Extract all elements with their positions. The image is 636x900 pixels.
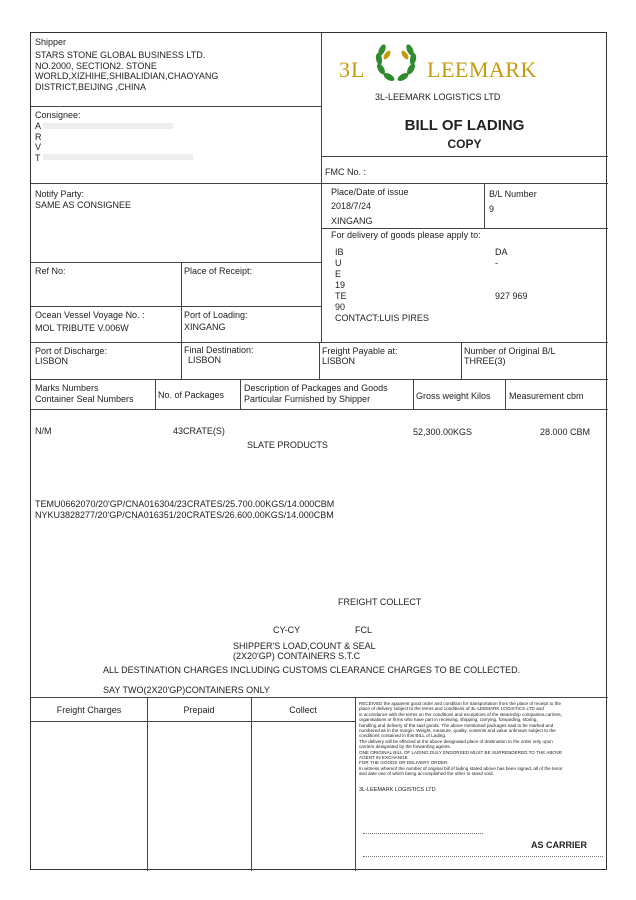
redacted-text bbox=[43, 123, 173, 129]
divider bbox=[181, 342, 182, 379]
divider bbox=[31, 306, 321, 307]
divider bbox=[321, 156, 608, 157]
divider bbox=[319, 342, 320, 379]
loading-label: Port of Loading: bbox=[184, 310, 248, 320]
divider bbox=[147, 697, 148, 871]
freight-payable-label: Freight Payable at: bbox=[322, 346, 398, 356]
as-carrier-text: AS CARRIER bbox=[531, 840, 588, 850]
bl-number-value: 9 bbox=[489, 204, 495, 214]
document-title: BILL OF LADING bbox=[404, 117, 525, 134]
header-packages: No. of Packages bbox=[158, 390, 225, 400]
bl-number-label: B/L Number bbox=[489, 189, 537, 199]
cargo-goods: SLATE PRODUCTS bbox=[247, 440, 328, 450]
cargo-marks: N/M bbox=[35, 426, 52, 436]
delivery-address: IB U E 19 TE 90 CONTACT:LUIS PIRES bbox=[335, 247, 429, 323]
laurel-wreath-icon bbox=[373, 41, 419, 85]
cy-cy-text: CY-CY bbox=[273, 625, 301, 635]
discharge-value: LISBON bbox=[35, 356, 69, 366]
consignee-address: A R V T bbox=[35, 121, 42, 163]
divider bbox=[31, 721, 355, 722]
divider bbox=[240, 379, 241, 409]
issue-label: Place/Date of issue bbox=[331, 187, 409, 197]
divider bbox=[31, 183, 608, 184]
divider bbox=[155, 379, 156, 409]
ref-label: Ref No: bbox=[35, 266, 66, 276]
divider bbox=[31, 106, 321, 107]
originals-label: Number of Original B/L bbox=[464, 346, 556, 356]
final-destination-label: Final Destination: bbox=[184, 345, 254, 355]
divider bbox=[251, 697, 252, 871]
logo-3l-text: 3L bbox=[339, 57, 366, 82]
slc-text: SHIPPER'S LOAD,COUNT & SEAL bbox=[233, 641, 376, 651]
shipper-address: STARS STONE GLOBAL BUSINESS LTD. NO.2000, SECTION2. STONE WORLD,XIZHIHE,SHIBALIDIAN,CHAOYANG DISTRICT,BEIJING ,CHINA bbox=[35, 50, 219, 92]
freight-payable-value: LISBON bbox=[322, 356, 356, 366]
divider bbox=[413, 379, 414, 409]
final-destination-value: LISBON bbox=[188, 355, 222, 365]
originals-value: THREE(3) bbox=[464, 356, 506, 366]
divider bbox=[321, 228, 608, 229]
terms-company: 3L-LEEMARK LOGISTICS LTD bbox=[359, 787, 436, 793]
divider bbox=[461, 342, 462, 379]
header-measurement: Measurement cbm bbox=[509, 391, 584, 401]
containers-stc-text: (2X20'GP) CONTAINERS S.T.C bbox=[233, 651, 361, 661]
redacted-text bbox=[43, 154, 193, 160]
shipper-label: Shipper bbox=[35, 37, 67, 47]
delivery-address-right: DA - 927 969 bbox=[495, 247, 528, 301]
divider bbox=[484, 183, 485, 228]
terms-text: RECEIVED the apparent good order and condition for transportation from the place of receipt to the place of delivery subject to the terms and conditions of 3L-LEEMARK LOGISTICS LTD and in accordance with the terms on the conditions and exceptions of the steamship companies,carriers, organisations or firms who have part in receiving, shipping, carrying, forwarding, storing, handling and delivery of the said goods. The above mentioned packages said to be marked and numbered as in the margin. Weight, measure, quality, contents and value unknown subject to the conditions contained in this BILL of Lading. The delivery will be effected at the above designated place of destination to the order only upon carriers designated by the forwarding agents. ONE ORIGINAL BILL OF LADING DULY ENDORSED MUST BE SURRENDERED TO THE ABOVE AGENT IN EXCHANGE FOR THE GOODS OR DELIVERY ORDER. In witness whereof the number of original bill of lading stated above has been signed, all of the tenor and date one of which being accomplished the other to stand void. bbox=[359, 701, 563, 777]
company-logo bbox=[339, 39, 579, 85]
collect-header: Collect bbox=[289, 705, 317, 715]
document-subtitle: COPY bbox=[447, 137, 482, 151]
divider bbox=[321, 33, 322, 342]
signature-line bbox=[363, 833, 483, 834]
freight-charges-header: Freight Charges bbox=[56, 705, 122, 715]
container-line: TEMU0662070/20'GP/CNA016304/23CRATES/25.700.00KGS/14.000CBM bbox=[35, 499, 335, 509]
divider bbox=[355, 697, 356, 871]
cargo-packages: 43CRATE(S) bbox=[173, 426, 225, 436]
cargo-weight: 52,300.00KGS bbox=[413, 427, 473, 437]
fmc-label: FMC No. : bbox=[325, 167, 367, 177]
notify-label: Notify Party: bbox=[35, 189, 85, 199]
issue-place: XINGANG bbox=[331, 216, 373, 226]
header-marks: Marks Numbers Container Seal Numbers bbox=[35, 383, 134, 404]
say-text: SAY TWO(2X20'GP)CONTAINERS ONLY bbox=[103, 685, 270, 695]
vessel-label: Ocean Vessel Voyage No. : bbox=[35, 310, 145, 320]
bill-of-lading bbox=[30, 32, 607, 870]
divider bbox=[31, 379, 608, 380]
loading-value: XINGANG bbox=[184, 322, 226, 332]
issue-date: 2018/7/24 bbox=[331, 201, 372, 211]
divider bbox=[505, 379, 506, 409]
divider bbox=[31, 409, 608, 410]
fcl-text: FCL bbox=[355, 625, 373, 635]
consignee-label: Consignee: bbox=[35, 110, 81, 120]
notify-value: SAME AS CONSIGNEE bbox=[35, 200, 132, 210]
header-description: Description of Packages and Goods Particular Furnished by Shipper bbox=[244, 383, 388, 404]
company-name: 3L-LEEMARK LOGISTICS LTD bbox=[375, 92, 501, 102]
freight-collect-text: FREIGHT COLLECT bbox=[338, 597, 422, 607]
discharge-label: Port of Discharge: bbox=[35, 346, 108, 356]
receipt-label: Place of Receipt: bbox=[184, 266, 253, 276]
container-line: NYKU3828277/20'GP/CNA016351/20CRATES/26.600.00KGS/14.000CBM bbox=[35, 510, 334, 520]
charges-note: ALL DESTINATION CHARGES INCLUDING CUSTOMS CLEARANCE CHARGES TO BE COLLECTED. bbox=[103, 665, 521, 675]
signature-line bbox=[363, 856, 603, 857]
delivery-label: For delivery of goods please apply to: bbox=[331, 230, 481, 240]
cargo-measurement: 28.000 CBM bbox=[540, 427, 591, 437]
prepaid-header: Prepaid bbox=[183, 705, 215, 715]
divider bbox=[31, 262, 321, 263]
header-weight: Gross weight Kilos bbox=[416, 391, 491, 401]
divider bbox=[31, 697, 608, 698]
vessel-value: MOL TRIBUTE V.006W bbox=[35, 323, 129, 333]
logo-leemark-text: LEEMARK bbox=[427, 57, 537, 82]
